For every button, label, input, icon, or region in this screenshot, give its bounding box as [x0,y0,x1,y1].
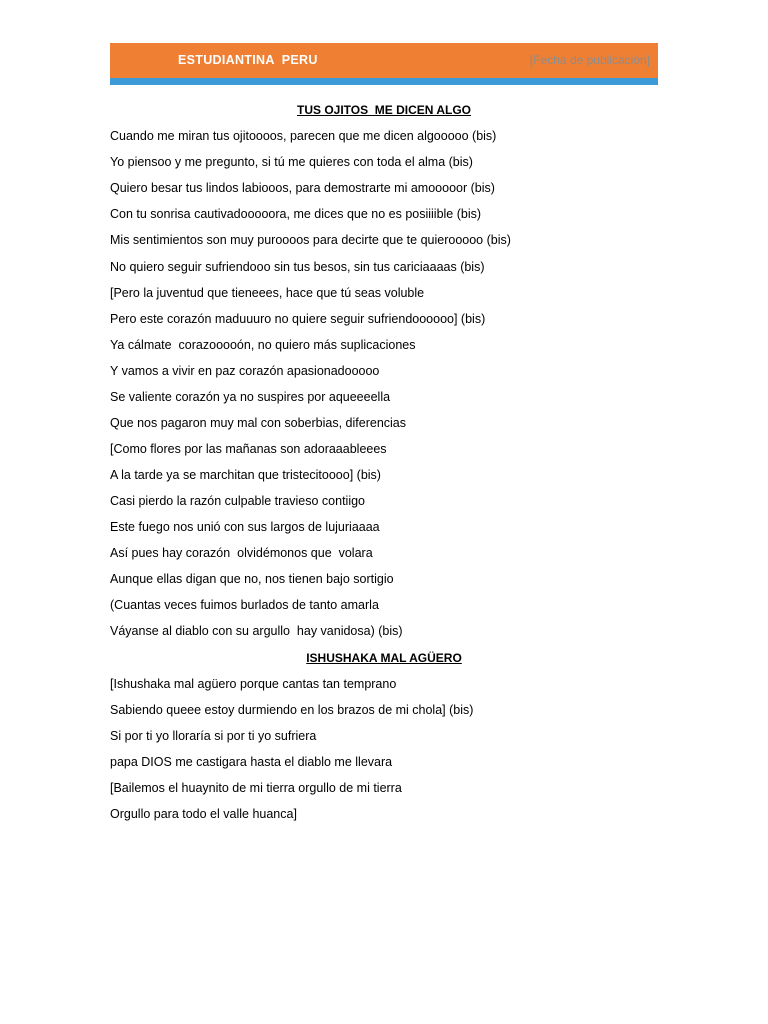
lyric-line: [Bailemos el huaynito de mi tierra orgullo de mi tierra [110,781,402,795]
header-accent-stripe [110,78,658,85]
song-title: ISHUSHAKA MAL AGÜERO [306,651,462,665]
lyric-line: Ya cálmate corazooooón, no quiero más suplicaciones [110,338,416,352]
lyric-line: Que nos pagaron muy mal con soberbias, diferencias [110,416,406,430]
lyric-line: Este fuego nos unió con sus largos de lujuriaaaa [110,520,380,534]
lyric-line: Mis sentimientos son muy puroooos para decirte que te quierooooo (bis) [110,233,511,247]
lyric-line: Sabiendo queee estoy durmiendo en los brazos de mi chola] (bis) [110,703,474,717]
lyric-line: No quiero seguir sufriendooo sin tus besos, sin tus cariciaaaas (bis) [110,260,485,274]
lyric-line: Pero este corazón maduuuro no quiere seguir sufriendoooooo] (bis) [110,312,486,326]
lyric-line: Así pues hay corazón olvidémonos que volara [110,546,373,560]
lyric-line: papa DIOS me castigara hasta el diablo me llevara [110,755,393,769]
lyric-line: [Ishushaka mal agüero porque cantas tan temprano [110,677,397,691]
lyric-line: [Pero la juventud que tieneees, hace que tú seas voluble [110,286,425,300]
lyric-line: Y vamos a vivir en paz corazón apasionadooooo [110,364,380,378]
lyric-line: Váyanse al diablo con su argullo hay vanidosa) (bis) [110,624,403,638]
lyric-line: Cuando me miran tus ojitoooos, parecen que me dicen algooooo (bis) [110,129,497,143]
header-title: ESTUDIANTINA PERU [178,53,318,67]
lyric-line: Aunque ellas digan que no, nos tienen bajo sortigio [110,572,394,586]
lyric-line: Yo piensoo y me pregunto, si tú me quieres con toda el alma (bis) [110,155,473,169]
song-title: TUS OJITOS ME DICEN ALGO [296,103,472,117]
lyric-line: [Como flores por las mañanas son adoraaableees [110,442,387,456]
lyric-line: Orgullo para todo el valle huanca] [110,807,297,821]
lyric-line: Con tu sonrisa cautivadooooora, me dices que no es posiiiible (bis) [110,207,482,221]
lyric-line: Quiero besar tus lindos labiooos, para demostrarte mi amooooor (bis) [110,181,495,195]
lyric-line: Se valiente corazón ya no suspires por aqueeeella [110,390,391,404]
lyric-line: Si por ti yo lloraría si por ti yo sufriera [110,729,317,743]
lyric-line: (Cuantas veces fuimos burlados de tanto amarla [110,598,379,612]
lyric-line: A la tarde ya se marchitan que tristecitoooo] (bis) [110,468,381,482]
publication-date-field[interactable]: [Fecha de publicación] [529,53,650,67]
lyric-line: Casi pierdo la razón culpable travieso contiigo [110,494,366,508]
